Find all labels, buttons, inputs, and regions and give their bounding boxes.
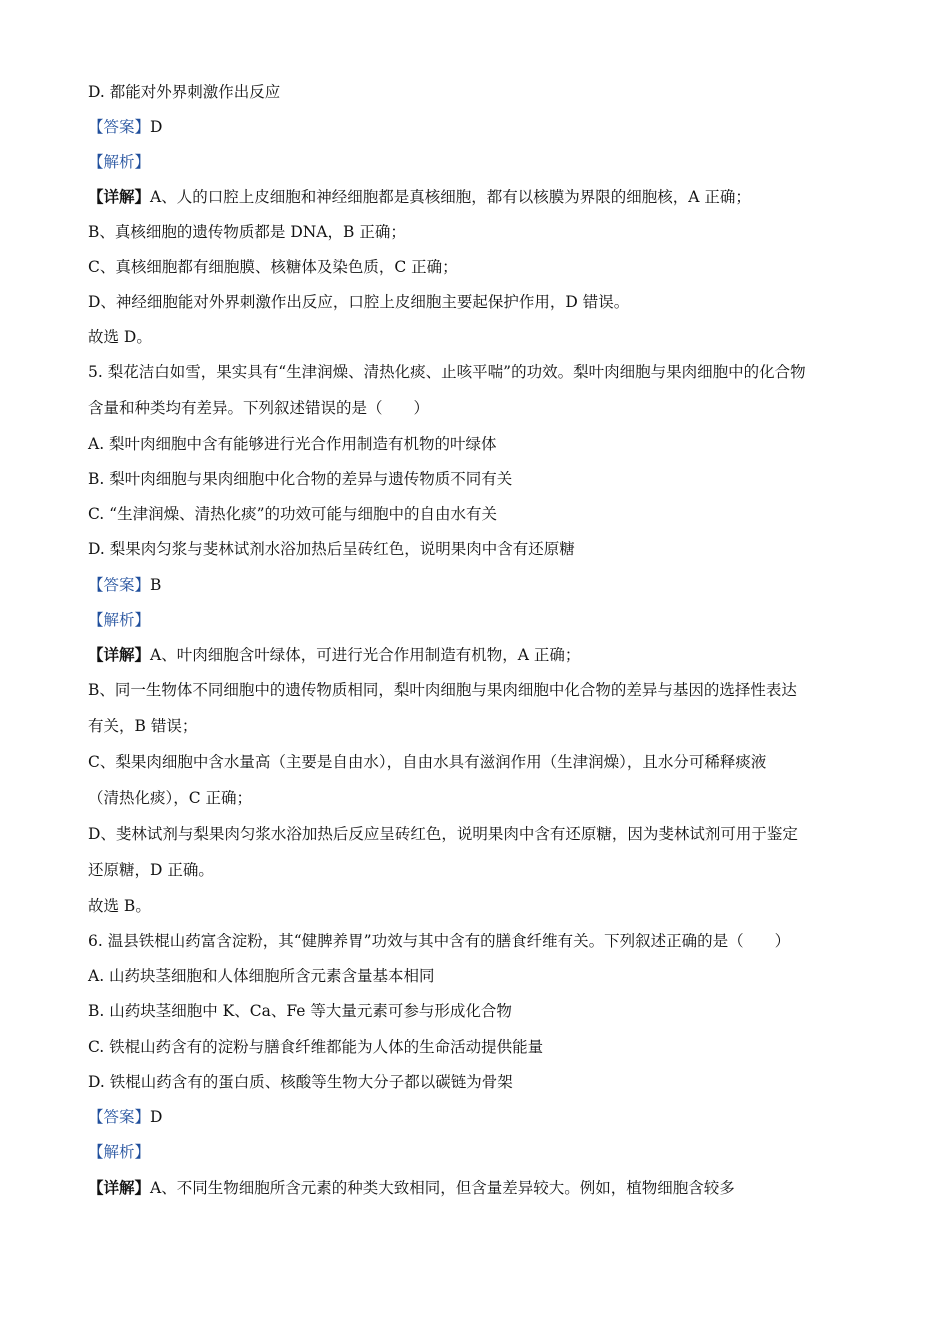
detail-line: 有关，B 错误； [88, 717, 198, 735]
q6-answer [88, 1107, 868, 1127]
answer-tag: 【答案】 [88, 118, 151, 136]
q5-stem-cont: 含量和种类均有差异。下列叙述错误的是（ ） [88, 399, 430, 417]
detail-tag: 【详解】 [88, 187, 151, 206]
q5-option-a: A. 梨叶肉细胞中含有能够进行光合作用制造有机物的叶绿体 [88, 435, 497, 453]
detail-line: A、人的口腔上皮细胞和神经细胞都是真核细胞，都有以核膜为界限的细胞核，A 正确； [150, 188, 751, 206]
detail-line: B、真核细胞的遗传物质都是 DNA，B 正确； [88, 223, 406, 241]
detail-tag: 【详解】 [88, 1178, 151, 1197]
q4-answer [88, 117, 868, 137]
q5-stem: 5. 梨花洁白如雪，果实具有“生津润燥、清热化痰、止咳平喘”的功效。梨叶肉细胞与果肉细胞中的化合物 [88, 363, 806, 381]
q6-option-a: A. 山药块茎细胞和人体细胞所含元素含量基本相同 [88, 967, 435, 985]
answer-tag: 【答案】 [88, 576, 151, 594]
q6-option-d: D. 铁棍山药含有的蛋白质、核酸等生物大分子都以碳链为骨架 [88, 1073, 513, 1091]
q6-detail [88, 1178, 868, 1198]
answer-value: B [150, 576, 162, 594]
q6-stem: 6. 温县铁棍山药富含淀粉，其“健脾养胃”功效与其中含有的膳食纤维有关。下列叙述正确的是（ ） [88, 932, 791, 950]
q4-detail [88, 187, 868, 207]
q4-option-d: D. 都能对外界刺激作出反应 [88, 83, 281, 101]
answer-value: D [150, 118, 163, 136]
answer-value: D [150, 1108, 163, 1126]
q6-option-b: B. 山药块茎细胞中 K、Ca、Fe 等大量元素可参与形成化合物 [88, 1002, 512, 1020]
detail-line: D、斐林试剂与梨果肉匀浆水浴加热后反应呈砖红色，说明果肉中含有还原糖，因为斐林试剂可用于鉴定 [88, 825, 798, 843]
q5-detail [88, 645, 868, 665]
answer-tag: 【答案】 [88, 1108, 151, 1126]
q6-option-c: C. 铁棍山药含有的淀粉与膳食纤维都能为人体的生命活动提供能量 [88, 1038, 544, 1056]
q4-analysis-tag: 【解析】 [88, 153, 151, 171]
detail-line: D、神经细胞能对外界刺激作出反应，口腔上皮细胞主要起保护作用，D 错误。 [88, 293, 630, 311]
q5-conclusion: 故选 B。 [88, 897, 151, 915]
detail-line: （清热化痰），C 正确； [88, 789, 253, 807]
q5-option-b: B. 梨叶肉细胞与果肉细胞中化合物的差异与遗传物质不同有关 [88, 470, 513, 488]
detail-line: 还原糖，D 正确。 [88, 861, 214, 879]
detail-line: A、不同生物细胞所含元素的种类大致相同，但含量差异较大。例如，植物细胞含较多 [150, 1179, 735, 1197]
q5-option-d: D. 梨果肉匀浆与斐林试剂水浴加热后呈砖红色，说明果肉中含有还原糖 [88, 540, 575, 558]
q5-analysis-tag: 【解析】 [88, 611, 151, 629]
detail-tag: 【详解】 [88, 645, 151, 664]
q5-option-c: C. “生津润燥、清热化痰”的功效可能与细胞中的自由水有关 [88, 505, 498, 523]
detail-line: A、叶肉细胞含叶绿体，可进行光合作用制造有机物，A 正确； [150, 646, 581, 664]
detail-line: C、梨果肉细胞中含水量高（主要是自由水），自由水具有滋润作用（生津润燥），且水分可稀释痰液 [88, 753, 767, 771]
q6-analysis-tag: 【解析】 [88, 1143, 151, 1161]
q4-conclusion: 故选 D。 [88, 328, 152, 346]
q5-answer [88, 575, 868, 595]
detail-line: C、真核细胞都有细胞膜、核糖体及染色质，C 正确； [88, 258, 458, 276]
detail-line: B、同一生物体不同细胞中的遗传物质相同，梨叶肉细胞与果肉细胞中化合物的差异与基因的选择性表达 [88, 681, 797, 699]
